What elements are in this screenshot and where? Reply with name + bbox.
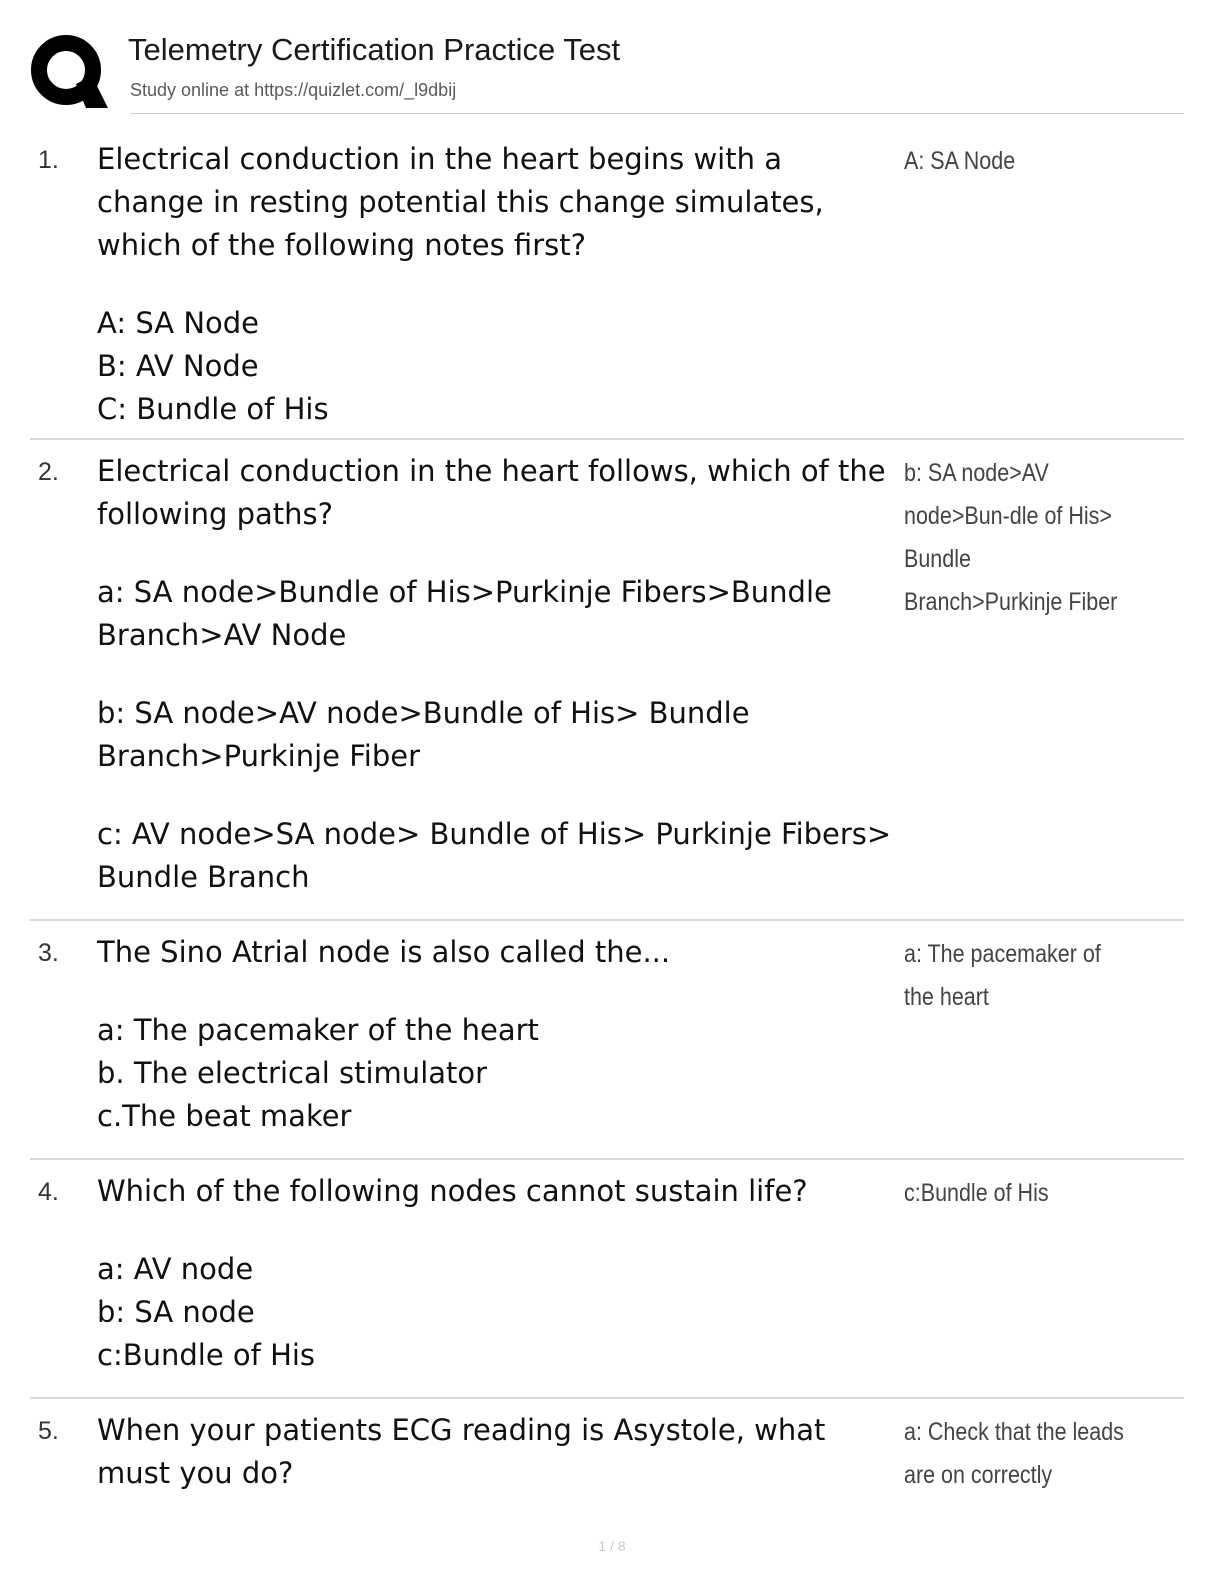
answer-option: c: AV node>SA node> Bundle of His> Purkinje Fibers> Bundle Branch — [97, 817, 892, 894]
question-body — [97, 450, 897, 899]
correct-answer: a: The pacemaker of the heart — [904, 940, 1101, 1011]
question-body — [97, 1170, 897, 1377]
answer-option: A: SA Node — [97, 306, 260, 340]
answer-option: a: AV node — [97, 1252, 254, 1286]
question-item — [30, 1397, 1184, 1517]
question-divider — [30, 438, 1184, 440]
question-item — [30, 919, 1184, 1159]
question-prompt: Which of the following nodes cannot sustain life? — [97, 1174, 808, 1208]
question-body — [97, 1409, 897, 1495]
question-prompt: Electrical conduction in the heart begins with a change in resting potential this change simulates, which of the following notes first? — [97, 142, 824, 262]
page-number: 1 / 8 — [598, 1538, 626, 1554]
question-divider — [30, 919, 1184, 921]
study-online-link[interactable]: Study online at https://quizlet.com/_l9dbij — [130, 80, 457, 100]
question-body — [97, 138, 897, 431]
question-number: 2. — [38, 458, 59, 486]
answer-option: b: SA node>AV node>Bundle of His> Bundle Branch>Purkinje Fiber — [97, 696, 750, 773]
question-number: 1. — [38, 146, 59, 174]
correct-answer: c:Bundle of His — [904, 1179, 1049, 1207]
correct-answer: b: SA node>AV node>Bun-dle of His> Bundle Branch>Purkinje Fiber — [904, 459, 1118, 616]
answer-option: b: SA node — [97, 1295, 255, 1329]
question-number: 4. — [38, 1178, 59, 1206]
answer-option: c.The beat maker — [97, 1099, 352, 1133]
question-divider — [30, 1397, 1184, 1399]
document-title: Telemetry Certification Practice Test — [128, 32, 621, 67]
question-prompt: Electrical conduction in the heart follows, which of the following paths? — [97, 454, 886, 531]
question-prompt: The Sino Atrial node is also called the... — [97, 935, 671, 969]
question-body — [97, 931, 897, 1138]
header-divider — [130, 113, 1184, 114]
correct-answer: a: Check that the leads are on correctly — [904, 1418, 1124, 1489]
answer-option: b. The electrical stimulator — [97, 1056, 488, 1090]
question-divider — [30, 1158, 1184, 1160]
question-item — [30, 1158, 1184, 1398]
question-item — [30, 126, 1184, 440]
answer-option: a: SA node>Bundle of His>Purkinje Fibers>Bundle Branch>AV Node — [97, 575, 832, 652]
correct-answer: A: SA Node — [904, 147, 1016, 175]
answer-option: B: AV Node — [97, 349, 259, 383]
question-item — [30, 438, 1184, 920]
answer-option: a: The pacemaker of the heart — [97, 1013, 539, 1047]
answer-option: C: Bundle of His — [97, 392, 329, 426]
question-prompt: When your patients ECG reading is Asystole, what must you do? — [97, 1413, 826, 1490]
question-number: 5. — [38, 1417, 59, 1445]
question-number: 3. — [38, 939, 59, 967]
document-header — [30, 28, 1184, 114]
answer-option: c:Bundle of His — [97, 1338, 316, 1372]
quizlet-logo-icon — [30, 32, 108, 108]
